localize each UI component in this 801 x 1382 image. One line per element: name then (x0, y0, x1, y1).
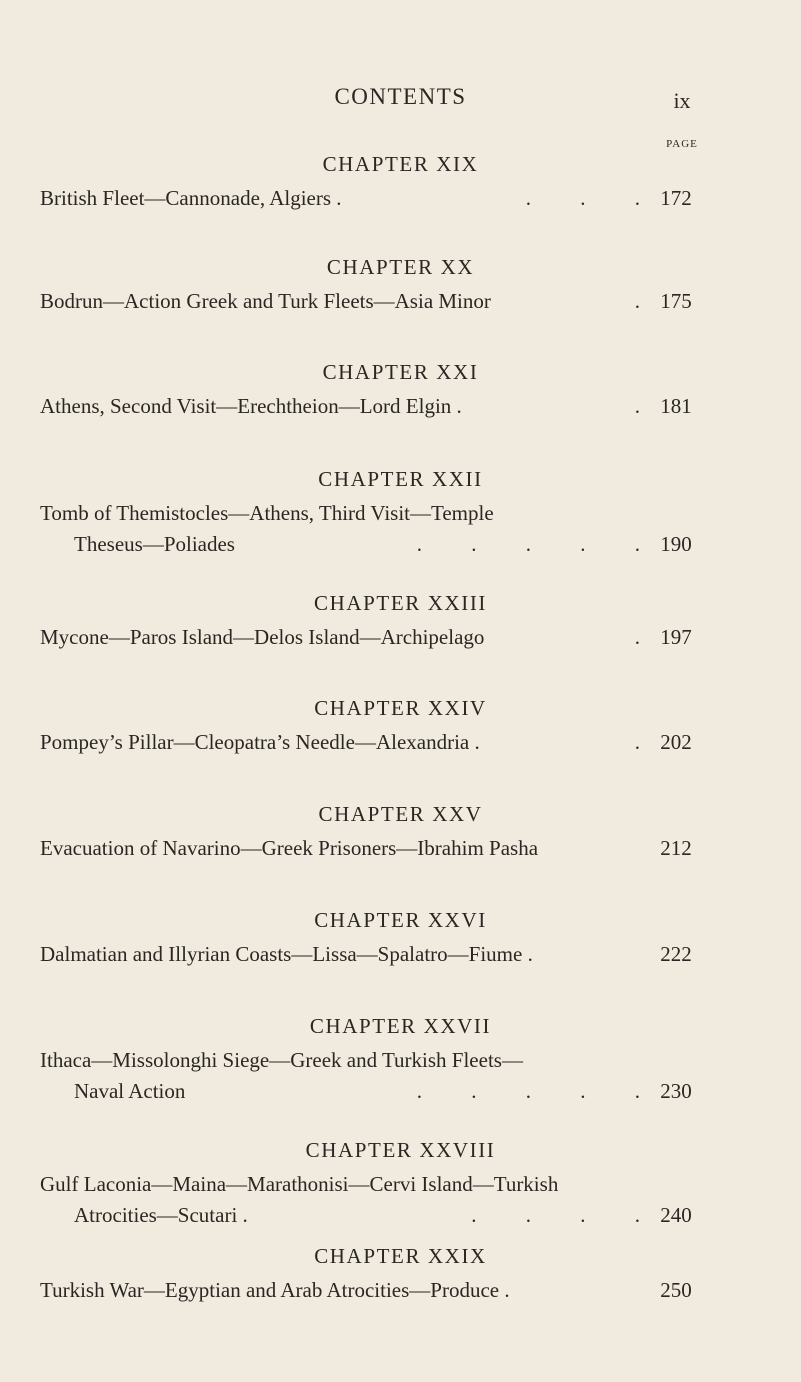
leader-dots: . . . . (471, 1203, 640, 1227)
toc-entry-text: Dalmatian and Illyrian Coasts—Lissa—Spalatro—Fiume . (40, 942, 533, 966)
toc-entry-line (74, 1203, 700, 1231)
page-number: ix (673, 88, 691, 113)
toc-entry-text: Mycone—Paros Island—Delos Island—Archipelago (40, 625, 485, 649)
chapter-title: CHAPTER XXIV (314, 696, 487, 720)
toc-page-number: 190 (660, 532, 692, 556)
leader-dots: . . . (525, 186, 640, 210)
toc-entry-text: Athens, Second Visit—Erechtheion—Lord Elgin . (40, 394, 462, 418)
page-column-label: PAGE (666, 138, 698, 150)
chapter-title: CHAPTER XXVIII (305, 1138, 496, 1162)
toc-entry-text: Naval Action (74, 1079, 186, 1103)
leader-dots: . . . . . (416, 532, 640, 556)
toc-entry-line (40, 394, 700, 422)
chapter-title: CHAPTER XX (326, 255, 475, 279)
toc-page-number: 172 (660, 186, 692, 210)
toc-page-number: 197 (660, 625, 692, 649)
toc-page-number: 175 (660, 289, 692, 313)
toc-entry-text: Bodrun—Action Greek and Turk Fleets—Asia Minor (40, 289, 491, 313)
leader-dots: . (634, 625, 640, 649)
chapter-title: CHAPTER XXI (322, 360, 479, 384)
leader-dots: . (634, 394, 640, 418)
toc-entry-text: Ithaca—Missolonghi Siege—Greek and Turkish Fleets— (40, 1048, 523, 1072)
chapter-title: CHAPTER XXVII (309, 1014, 492, 1038)
chapter-title: CHAPTER XIX (322, 152, 479, 176)
toc-entry-line (40, 289, 700, 317)
toc-entry-text: Tomb of Themistocles—Athens, Third Visit—Temple (40, 501, 494, 525)
toc-entry-text: Atrocities—Scutari . (74, 1203, 248, 1227)
leader-dots: . (634, 730, 640, 754)
toc-entry-line (40, 730, 700, 758)
toc-page-number: 240 (660, 1203, 692, 1227)
toc-entry-line (40, 1278, 700, 1306)
toc-entry-text: Turkish War—Egyptian and Arab Atrocities—Produce . (40, 1278, 510, 1302)
toc-page-number: 181 (660, 394, 692, 418)
toc-page-number: 230 (660, 1079, 692, 1103)
toc-page-number: 222 (660, 942, 692, 966)
leader-dots: . (634, 289, 640, 313)
toc-entry-line (40, 1172, 700, 1200)
toc-page-number: 202 (660, 730, 692, 754)
chapter-title: CHAPTER XXIII (313, 591, 488, 615)
toc-entry-line (40, 942, 700, 970)
chapter-title: CHAPTER XXIX (314, 1244, 487, 1268)
leader-dots: . . . . . (416, 1079, 640, 1103)
running-head: CONTENTS (334, 84, 467, 109)
toc-entry-text: Pompey’s Pillar—Cleopatra’s Needle—Alexandria . (40, 730, 480, 754)
chapter-title: CHAPTER XXII (318, 467, 483, 491)
toc-entry-text: Evacuation of Navarino—Greek Prisoners—Ibrahim Pasha (40, 836, 539, 860)
toc-entry-text: Theseus—Poliades (74, 532, 235, 556)
toc-entry-line (40, 186, 700, 214)
toc-entry-text: Gulf Laconia—Maina—Marathonisi—Cervi Island—Turkish (40, 1172, 559, 1196)
chapter-title: CHAPTER XXV (318, 802, 483, 826)
toc-entry-line (40, 625, 700, 653)
chapter-title: CHAPTER XXVI (314, 908, 487, 932)
toc-page-number: 212 (660, 836, 692, 860)
toc-entry-text: British Fleet—Cannonade, Algiers . (40, 186, 342, 210)
toc-entry-line (74, 1079, 700, 1107)
toc-entry-line (74, 532, 700, 560)
toc-entry-line (40, 1048, 700, 1076)
toc-page-number: 250 (660, 1278, 692, 1302)
toc-entry-line (40, 836, 700, 864)
toc-entry-line (40, 501, 700, 529)
